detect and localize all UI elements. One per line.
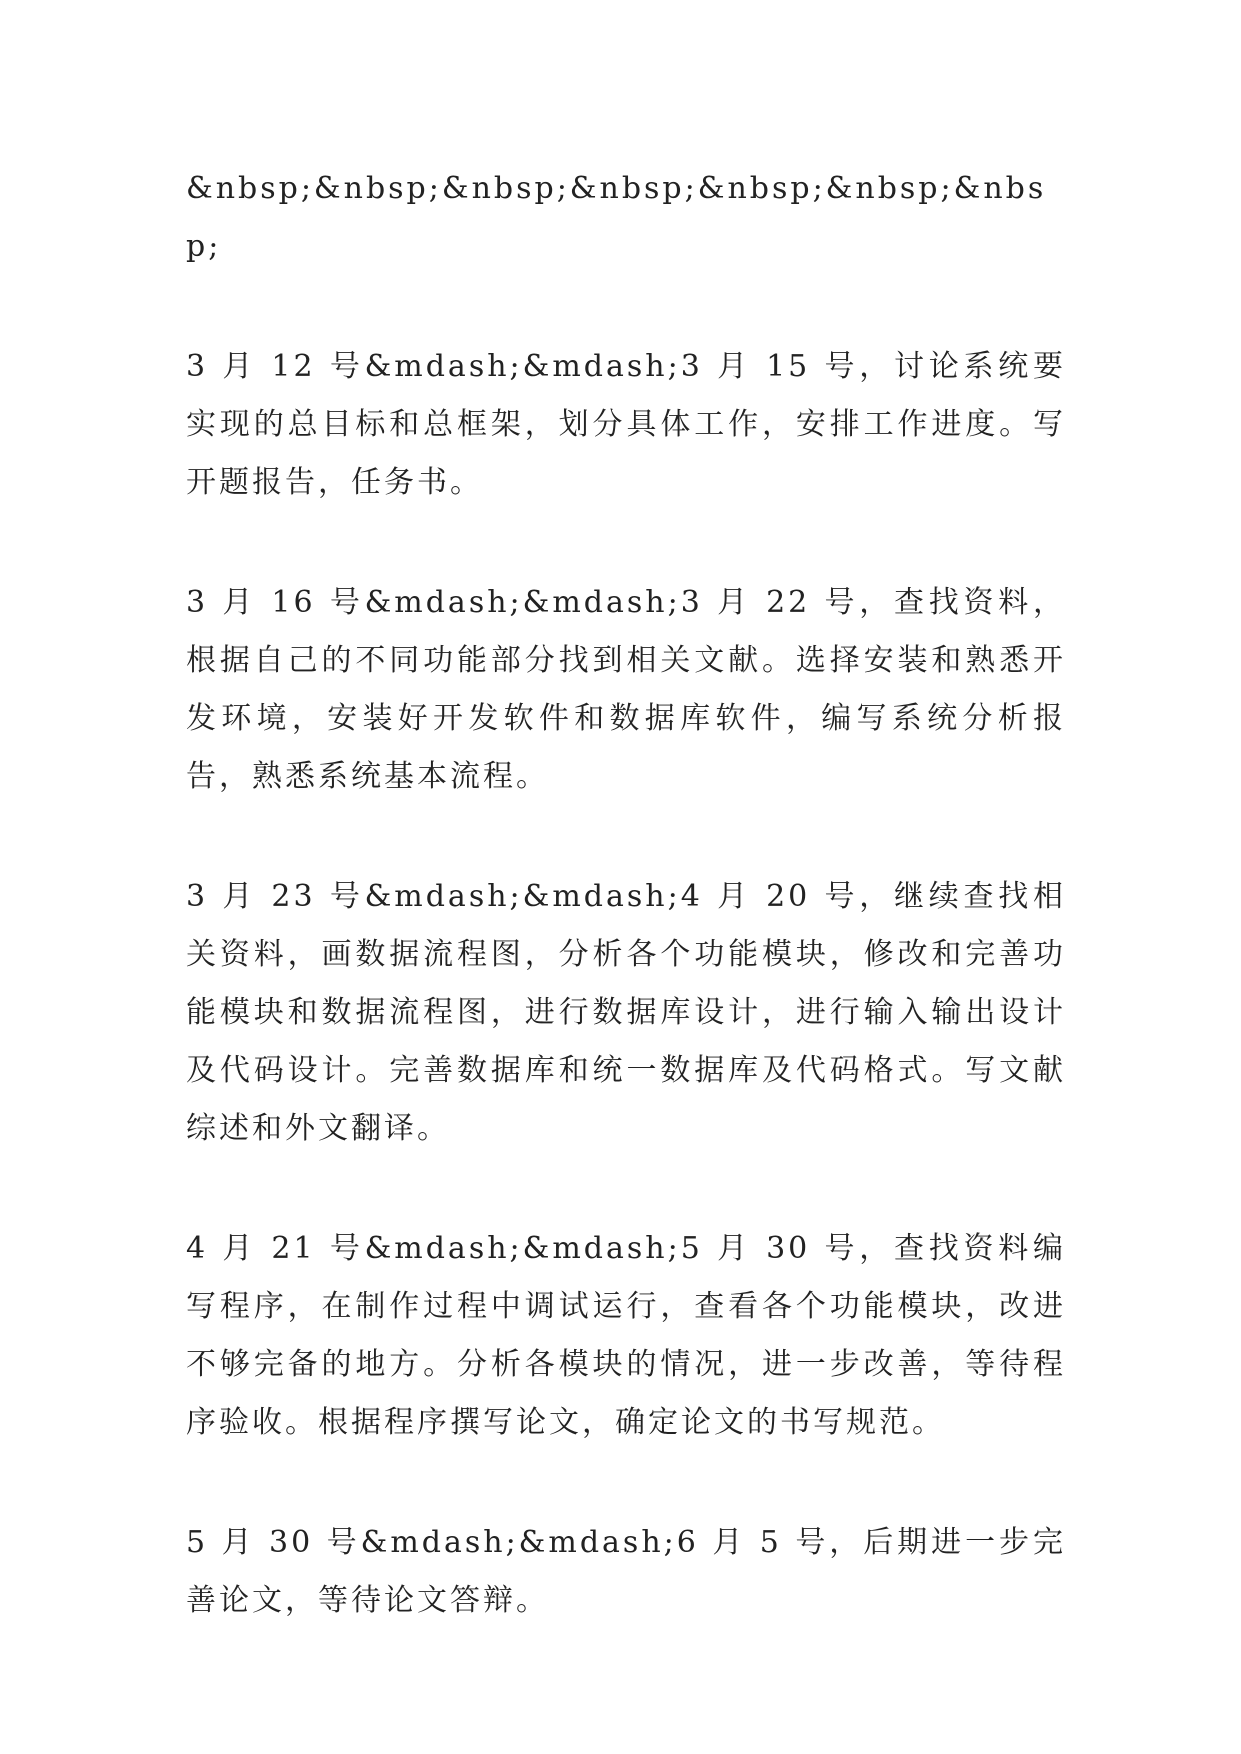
- schedule-paragraph-5: 5 月 30 号&mdash;&mdash;6 月 5 号，后期进一步完善论文，等待论文答辩。: [186, 1525, 1066, 1618]
- schedule-paragraph-1: 3 月 12 号&mdash;&mdash;3 月 15 号，讨论系统要实现的总目标和总框架，划分具体工作，安排工作进度。写开题报告，任务书。: [186, 349, 1066, 500]
- schedule-paragraph-3: 3 月 23 号&mdash;&mdash;4 月 20 号，继续查找相关资料，画数据流程图，分析各个功能模块，修改和完善功能模块和数据流程图，进行数据库设计，进行输入输出设计及代码设计。完善数据库和统一数据库及代码格式。写文献综述和外文翻译。: [186, 879, 1066, 1146]
- document-body: [186, 160, 1066, 1692]
- nbsp-line: &nbsp;&nbsp;&nbsp;&nbsp;&nbsp;&nbsp;&nbsp;: [186, 171, 1047, 264]
- schedule-paragraph-2: 3 月 16 号&mdash;&mdash;3 月 22 号，查找资料，根据自己的不同功能部分找到相关文献。选择安装和熟悉开发环境，安装好开发软件和数据库软件，编写系统分析报告，熟悉系统基本流程。: [186, 585, 1066, 794]
- schedule-paragraph-4: 4 月 21 号&mdash;&mdash;5 月 30 号，查找资料编写程序，在制作过程中调试运行，查看各个功能模块，改进不够完备的地方。分析各模块的情况，进一步改善，等待程序验收。根据程序撰写论文，确定论文的书写规范。: [186, 1231, 1066, 1440]
